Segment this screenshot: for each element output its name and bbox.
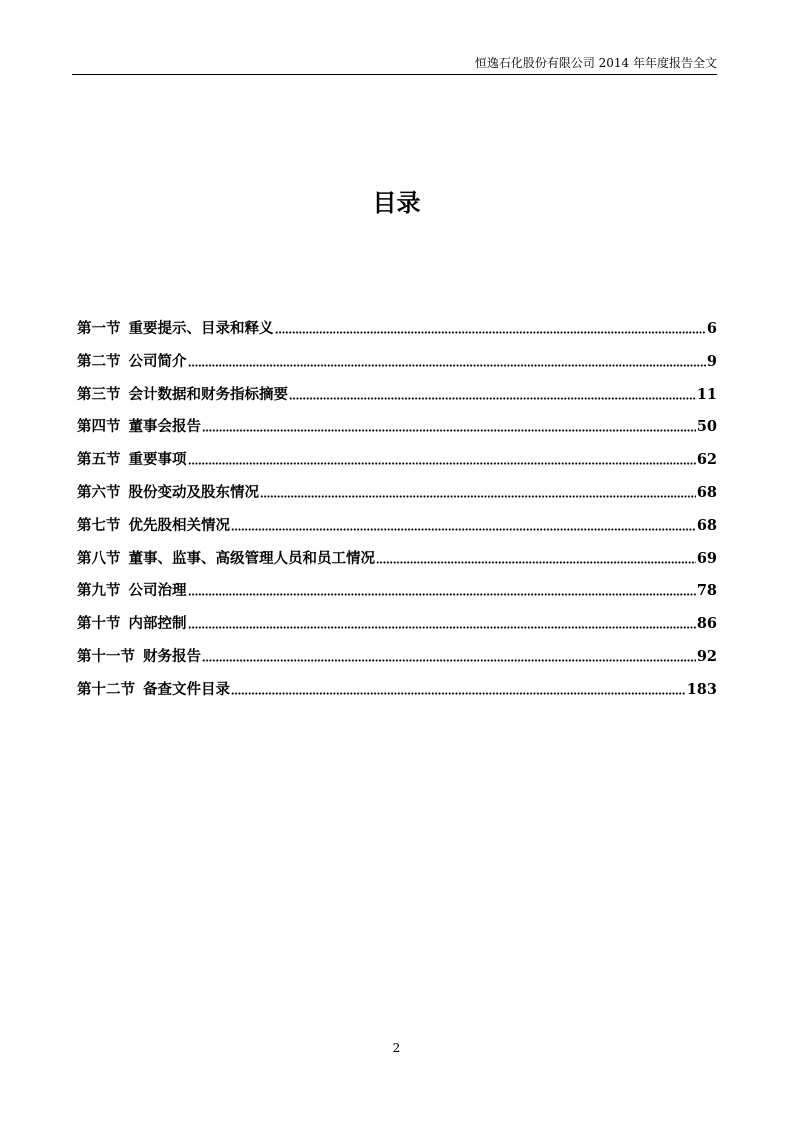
toc-entry[interactable] [77, 514, 717, 547]
toc-section-title: 公司治理 [128, 582, 187, 600]
page-number: 2 [392, 1041, 401, 1055]
toc-section-title: 董事会报告 [128, 418, 201, 436]
dot-leader [260, 483, 696, 499]
toc-entry[interactable] [77, 350, 717, 383]
dot-leader [231, 516, 696, 532]
toc-section-number: 第三节 [77, 385, 121, 403]
toc-entry[interactable] [77, 415, 717, 448]
toc-entry[interactable] [77, 317, 717, 350]
toc-section-title: 股份变动及股东情况 [128, 483, 259, 501]
toc-section-title: 重要提示、目录和释义 [128, 320, 274, 337]
dot-leader [231, 680, 686, 696]
toc-page-number: 78 [696, 582, 717, 600]
dot-leader [188, 352, 706, 368]
toc-entry[interactable] [77, 448, 717, 481]
toc-page-number: 50 [696, 418, 717, 436]
toc-entry[interactable] [77, 612, 717, 645]
page-header [72, 52, 717, 75]
toc-section-number: 第四节 [77, 418, 121, 436]
toc-page-number: 9 [706, 352, 717, 370]
toc-section-title: 公司简介 [128, 352, 187, 370]
toc-page-number: 68 [696, 483, 717, 501]
toc-entry[interactable] [77, 547, 717, 580]
toc-page-number: 62 [696, 451, 717, 469]
toc-section-title: 财务报告 [143, 647, 201, 665]
toc-page-number: 11 [696, 385, 717, 403]
dot-leader [376, 549, 696, 565]
table-of-contents [77, 317, 717, 711]
toc-entry[interactable] [77, 383, 717, 416]
dot-leader [188, 614, 696, 630]
toc-section-number: 第一节 [77, 320, 121, 337]
toc-page-number: 92 [696, 647, 717, 665]
header-title: 恒逸石化股份有限公司 2014 年年度报告全文 [474, 56, 717, 70]
toc-section-title: 董事、监事、高级管理人员和员工情况 [128, 549, 375, 567]
toc-section-number: 第八节 [77, 549, 121, 567]
dot-leader [188, 450, 696, 466]
toc-section-number: 第二节 [77, 352, 121, 370]
toc-page-number: 6 [706, 320, 717, 337]
toc-section-title: 重要事项 [128, 451, 187, 469]
toc-entry[interactable] [77, 579, 717, 612]
toc-page-number: 183 [686, 680, 717, 698]
toc-section-number: 第五节 [77, 451, 121, 469]
toc-section-number: 第十节 [77, 615, 121, 633]
toc-section-number: 第十一节 [77, 647, 135, 665]
toc-entry[interactable] [77, 481, 717, 514]
toc-section-title: 内部控制 [128, 615, 187, 633]
toc-page-number: 69 [696, 549, 717, 567]
toc-section-number: 第六节 [77, 483, 121, 501]
toc-page-number: 86 [696, 615, 717, 633]
dot-leader [202, 647, 696, 663]
toc-section-title: 会计数据和财务指标摘要 [128, 385, 288, 403]
toc-section-title: 备查文件目录 [143, 680, 230, 698]
toc-page-number: 68 [696, 516, 717, 534]
toc-section-number: 第十二节 [77, 680, 135, 698]
dot-leader [289, 385, 696, 401]
toc-title: 目录 [372, 188, 421, 217]
toc-entry[interactable] [77, 645, 717, 678]
dot-leader [188, 581, 696, 597]
toc-entry[interactable] [77, 678, 717, 711]
toc-section-title: 优先股相关情况 [128, 516, 230, 534]
dot-leader [202, 417, 696, 433]
dot-leader [275, 319, 706, 335]
toc-section-number: 第七节 [77, 516, 121, 534]
toc-section-number: 第九节 [77, 582, 121, 600]
